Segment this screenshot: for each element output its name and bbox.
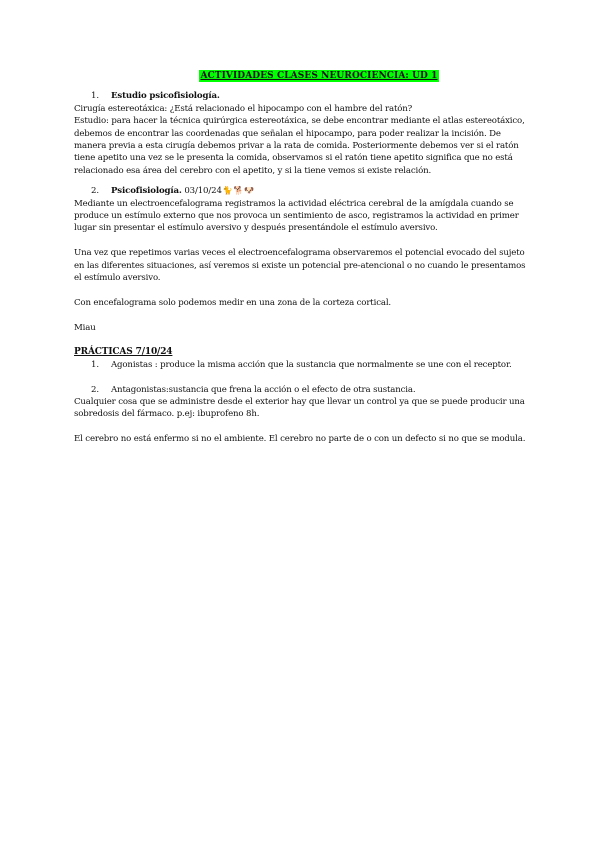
practicas-item-antagonistas (91, 384, 534, 396)
section1-heading (91, 90, 534, 102)
section2-title: Psicofisiología. (111, 186, 182, 197)
practicas-title: PRÁCTICAS 7/10/24 (74, 347, 173, 358)
document-title: ACTIVIDADES CLASES NEUROCIENCIA: UD 1 (200, 71, 438, 81)
spacer (74, 371, 534, 383)
dog-icon: 🐕 (233, 186, 244, 196)
section1-question: Cirugía estereotáxica: ¿Está relacionado el hipocampo con el hambre del ratón? (74, 103, 413, 114)
practicas-paragraph-control: Cualquier cosa que se administre desde el exterior hay que llevar un control ya que se puede producir una sobredosis del fármaco. p.ej: ibuprofeno 8h. (74, 397, 525, 420)
section2-paragraph-repeat: Una vez que repetimos varias veces el electroencefalograma observaremos el potencial evocado del sujeto en las diferentes situaciones, así veremos si existe un potencial pre-atencional o no cuando le presentamos el estímulo aversivo. (74, 248, 526, 284)
section1-study: Estudio: para hacer la técnica quirúrgica estereotáxica, se debe encontrar mediante el atlas estereotáxico, debemos de encontrar las coordenadas que señalan el hipocampo, para poder realizar la incisión. De manera previa a esta cirugía debemos privar a la rata de comida. Posteriormente debemos ver si el ratón tiene apetito una vez se le presenta la comida, observamos si el ratón tiene apetito significa que no está relacionado esa área del cerebro con el apetito, y si la tiene vemos si existe relación. (74, 116, 525, 176)
spacer (74, 334, 534, 346)
puppy-icon: 🐶 (244, 186, 255, 196)
section1-number: 1. (91, 91, 99, 102)
document-page (74, 70, 534, 446)
spacer (74, 421, 534, 433)
spacer (74, 309, 534, 321)
list-number: 1. (91, 359, 99, 370)
practicas-paragraph-cerebro: El cerebro no está enfermo si no el ambiente. El cerebro no parte de o con un defecto si no que se modula. (74, 434, 526, 445)
section2-heading (91, 185, 534, 197)
list-number: 2. (91, 384, 99, 395)
spacer (74, 235, 534, 247)
spacer (74, 177, 534, 183)
section2-date: 03/10/24 (184, 186, 222, 197)
title-wrapper (104, 70, 534, 82)
section2-paragraph-encephalogram: Con encefalograma solo podemos medir en una zona de la corteza cortical. (74, 297, 392, 308)
section2-paragraph-eeg: Mediante un electroencefalograma registramos la actividad eléctrica cerebral de la amígdala cuando se produce un estímulo externo que nos provoca un sentimiento de asco, registramos la actividad en primer lugar sin presentar el estímulo aversivo y después presentándole el estímulo aversivo. (74, 198, 519, 234)
practicas-item-agonistas (91, 359, 534, 371)
section2-number: 2. (91, 186, 99, 197)
cat-icon: 🐈 (222, 186, 233, 196)
list-text: Agonistas : produce la misma acción que la sustancia que normalmente se une con el receptor. (111, 359, 512, 370)
section1-title: Estudio psicofisiología. (111, 91, 220, 102)
list-text: Antagonistas:sustancia que frena la acción o el efecto de otra sustancia. (111, 384, 416, 395)
section2-paragraph-miau: Miau (74, 322, 96, 333)
spacer (74, 284, 534, 296)
